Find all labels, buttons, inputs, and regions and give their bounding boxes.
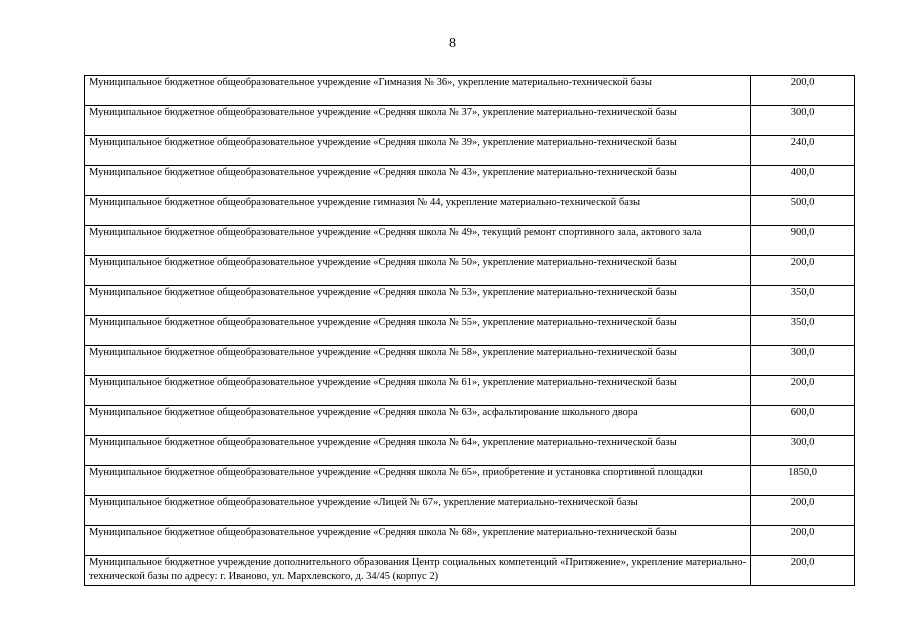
amount-cell: 300,0 <box>751 346 855 376</box>
table-row <box>85 526 855 556</box>
institution-description: Муниципальное бюджетное общеобразовательное учреждение «Лицей № 67», укрепление материально-технической базы <box>85 496 751 526</box>
table-row <box>85 496 855 526</box>
institution-description: Муниципальное бюджетное общеобразовательное учреждение «Средняя школа № 49», текущий ремонт спортивного зала, актового зала <box>85 226 751 256</box>
amount-cell: 500,0 <box>751 196 855 226</box>
table-row <box>85 286 855 316</box>
table-row <box>85 436 855 466</box>
amount-cell: 200,0 <box>751 76 855 106</box>
amount-cell: 1850,0 <box>751 466 855 496</box>
budget-table-body <box>85 76 855 586</box>
amount-cell: 200,0 <box>751 556 855 586</box>
amount-cell: 200,0 <box>751 256 855 286</box>
amount-cell: 200,0 <box>751 526 855 556</box>
table-row <box>85 556 855 586</box>
amount-cell: 240,0 <box>751 136 855 166</box>
institution-description: Муниципальное бюджетное общеобразовательное учреждение «Средняя школа № 65», приобретение и установка спортивной площадки <box>85 466 751 496</box>
institution-description: Муниципальное бюджетное общеобразовательное учреждение «Средняя школа № 39», укрепление материально-технической базы <box>85 136 751 166</box>
institution-description: Муниципальное бюджетное общеобразовательное учреждение «Средняя школа № 64», укрепление материально-технической базы <box>85 436 751 466</box>
institution-description: Муниципальное бюджетное общеобразовательное учреждение «Средняя школа № 37», укрепление материально-технической базы <box>85 106 751 136</box>
table-row <box>85 226 855 256</box>
institution-description: Муниципальное бюджетное общеобразовательное учреждение «Средняя школа № 58», укрепление материально-технической базы <box>85 346 751 376</box>
table-row <box>85 76 855 106</box>
institution-description: Муниципальное бюджетное общеобразовательное учреждение «Средняя школа № 53», укрепление материально-технической базы <box>85 286 751 316</box>
institution-description: Муниципальное бюджетное общеобразовательное учреждение «Средняя школа № 61», укрепление материально-технической базы <box>85 376 751 406</box>
amount-cell: 300,0 <box>751 436 855 466</box>
amount-cell: 350,0 <box>751 286 855 316</box>
amount-cell: 200,0 <box>751 496 855 526</box>
amount-cell: 900,0 <box>751 226 855 256</box>
budget-table <box>84 75 855 586</box>
page-number: 8 <box>449 36 456 51</box>
institution-description: Муниципальное бюджетное общеобразовательное учреждение «Гимназия № 36», укрепление материально-технической базы <box>85 76 751 106</box>
table-row <box>85 466 855 496</box>
institution-description: Муниципальное бюджетное общеобразовательное учреждение «Средняя школа № 43», укрепление материально-технической базы <box>85 166 751 196</box>
table-row <box>85 136 855 166</box>
table-row <box>85 106 855 136</box>
table-row <box>85 196 855 226</box>
table-row <box>85 166 855 196</box>
institution-description: Муниципальное бюджетное общеобразовательное учреждение «Средняя школа № 68», укрепление материально-технической базы <box>85 526 751 556</box>
amount-cell: 350,0 <box>751 316 855 346</box>
amount-cell: 400,0 <box>751 166 855 196</box>
amount-cell: 600,0 <box>751 406 855 436</box>
institution-description: Муниципальное бюджетное общеобразовательное учреждение «Средняя школа № 63», асфальтирование школьного двора <box>85 406 751 436</box>
table-row <box>85 376 855 406</box>
institution-description: Муниципальное бюджетное учреждение дополнительного образования Центр социальных компетенций «Притяжение», укрепление материально-технической базы по адресу: г. Иваново, ул. Мархлевского, д. 34/45 (корпус 2) <box>85 556 751 586</box>
table-row <box>85 256 855 286</box>
table-row <box>85 346 855 376</box>
table-row <box>85 316 855 346</box>
table-row <box>85 406 855 436</box>
institution-description: Муниципальное бюджетное общеобразовательное учреждение гимназия № 44, укрепление материально-технической базы <box>85 196 751 226</box>
institution-description: Муниципальное бюджетное общеобразовательное учреждение «Средняя школа № 55», укрепление материально-технической базы <box>85 316 751 346</box>
amount-cell: 300,0 <box>751 106 855 136</box>
institution-description: Муниципальное бюджетное общеобразовательное учреждение «Средняя школа № 50», укрепление материально-технической базы <box>85 256 751 286</box>
amount-cell: 200,0 <box>751 376 855 406</box>
